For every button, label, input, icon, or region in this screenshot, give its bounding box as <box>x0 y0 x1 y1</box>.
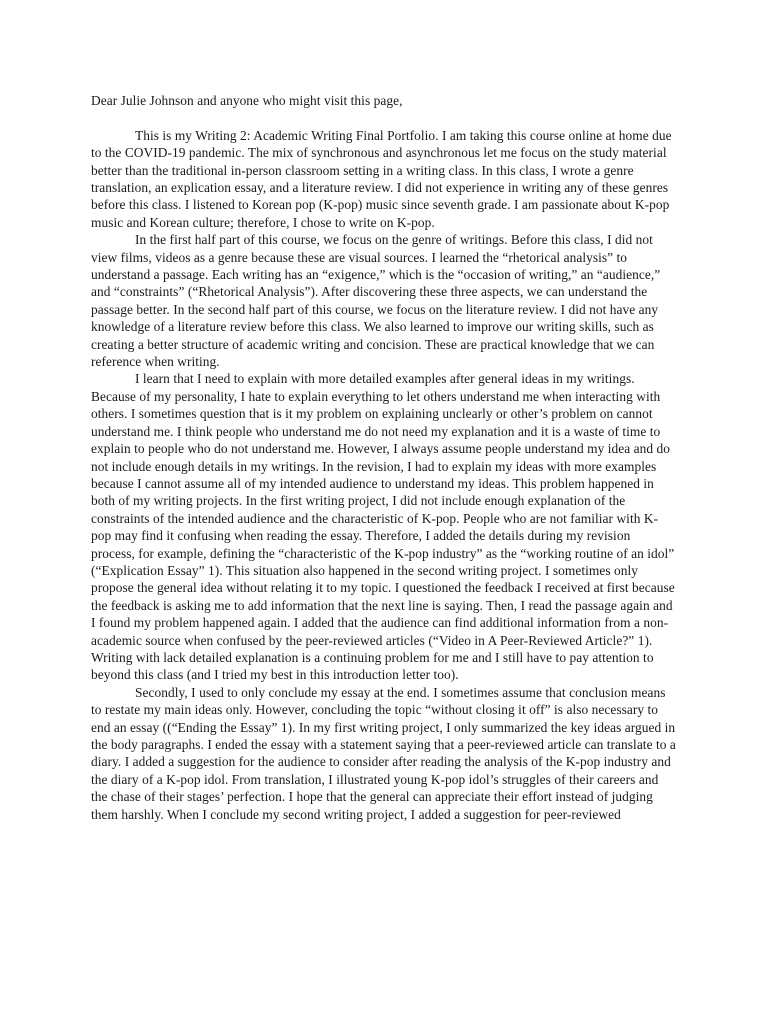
paragraph-conclusions: Secondly, I used to only conclude my essay at the end. I sometimes assume that conclusion means to restate my main ideas only. However, concluding the topic “without closing it off” is also necessary to end an essay ((“Ending the Essay” 1). In my first writing project, I only summarized the key ideas argued in the body paragraphs. I ended the essay with a statement saying that a peer-reviewed article can translate to a diary. I added a suggestion for the audience to consider after reading the analysis of the K-pop industry and the diary of a K-pop idol. From translation, I illustrated young K-pop idol’s struggles of their careers and the chase of their stages’ perfection. I hope that the general can appreciate their effort instead of judging them harshly. When I conclude my second writing project, I added a suggestion for peer-reviewed <box>91 684 676 822</box>
paragraph-course-overview: In the first half part of this course, we focus on the genre of writings. Before this class, I did not view films, videos as a genre because these are visual sources. I learned the “rhetorical analysis” to understand a passage. Each writing has an “exigence,” which is the “occasion of writing,” an “audience,” and “constraints” (“Rhetorical Analysis”). After discovering these three aspects, we can understand the passage better. In the second half part of this course, we focus on the literature review. I did not have any knowledge of a literature review before this class. We also learned to improve our writing skills, such as creating a better structure of academic writing and concision. These are practical knowledge that we can reference when writing. <box>91 232 661 370</box>
paragraph-intro: This is my Writing 2: Academic Writing Final Portfolio. I am taking this course online at home due to the COVID-19 pandemic. The mix of synchronous and asynchronous let me focus on the study material better than the traditional in-person classroom setting in a writing class. In this class, I wrote a genre translation, an explication essay, and a literature review. I did not experience in writing any of these genres before this class. I listened to Korean pop (K-pop) music since seventh grade. I am passionate about K-pop music and Korean culture; therefore, I chose to write on K-pop. <box>91 127 672 230</box>
salutation: Dear Julie Johnson and anyone who might visit this page, <box>91 93 403 108</box>
paragraph-detailed-examples: I learn that I need to explain with more detailed examples after general ideas in my writings. Because of my personality, I hate to explain everything to let others understand me when interacting with others. I sometimes question that is it my problem on explaining unclearly or other’s problem on cannot understand me. I think people who understand me do not need my explanation and it is a waste of time to explain to people who do not understand me. However, I always assume people understand my idea and do not include enough details in my writings. In the revision, I had to explain my ideas with more examples because I cannot assume all of my intended audience to understand my ideas. This problem happened in both of my writing projects. In the first writing project, I did not include enough explanation of the constraints of the intended audience and the characteristic of K-pop. People who are not familiar with K-pop may find it confusing when reading the essay. Therefore, I added the details during my revision process, for example, defining the “characteristic of the K-pop industry” as the “working routine of an idol” (“Explication Essay” 1). This situation also happened in the second writing project. I sometimes only propose the general idea without relating it to my topic. I questioned the feedback I received at first because the feedback is asking me to add information that the next line is saying. Then, I read the passage again and I found my problem happened again. I added that the audience can find additional information from a non-academic source when confused by the peer-reviewed articles (“Video in A Peer-Reviewed Article?” 1). Writing with lack detailed explanation is a continuing problem for me and I still have to pay attention to beyond this class (and I tried my best in this introduction letter too). <box>91 371 675 683</box>
letter-body <box>91 92 677 823</box>
